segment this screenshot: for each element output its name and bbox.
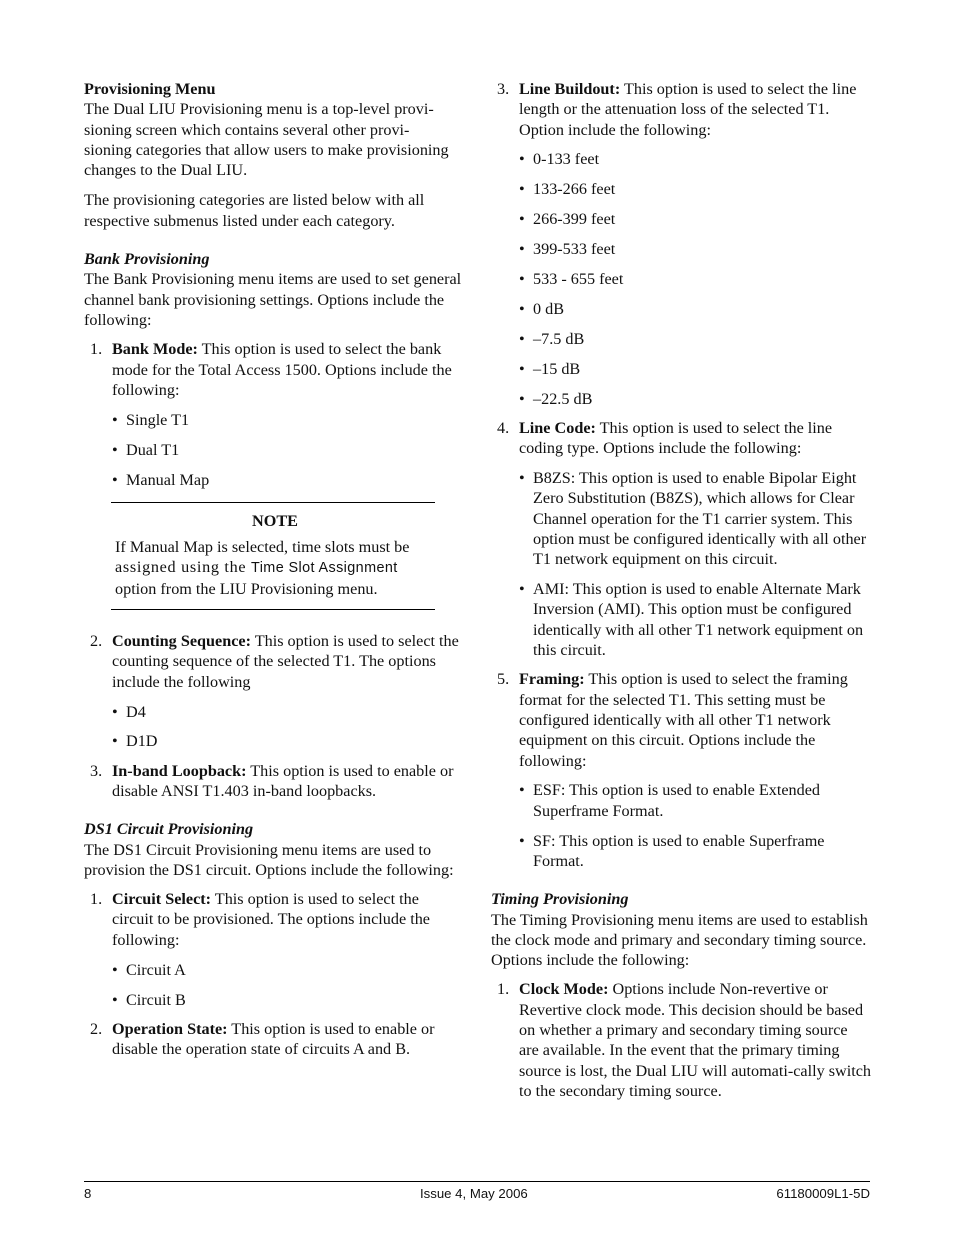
bullet-item [112,410,464,430]
item-number: 5. [497,670,510,689]
page-number: 8 [84,1186,92,1201]
item-label: Framing: [519,670,585,689]
item-text: Options include Non-revertive or Revertive clock mode. This decision should be based on whether a primary and secondary timing source are available. In the event that the primary timing source is lost, the Dual LIU will automati-cally switch to the secondary timing source. [519,980,871,1100]
note-line: option from the LIU Provisioning menu. [115,579,378,598]
document-number: 61180009L1-5D [776,1186,870,1201]
section-title: Provisioning Menu [84,80,216,98]
ds1-item-3 [491,79,871,140]
right-column [491,79,871,1101]
footer-rule [84,1181,870,1182]
bullet-item [112,702,464,722]
item-text: This option is used to select the bank mode for the Total Access 1500. Options include the following: [112,340,452,399]
note-box [111,502,435,610]
intro-line: sioning screen which contains several other provi- [84,120,410,139]
item-label: Bank Mode: [112,340,198,359]
timing-provisioning-title: Timing Provisioning [491,890,629,909]
item-number: 1. [90,890,103,909]
item-label: Circuit Select: [112,890,212,909]
note-line: assigned using the [115,558,252,577]
item-text: This option is used to select the line length or the attenuation loss of the selected T1. Option include the following: [519,80,857,139]
bullet-item [519,389,871,409]
item-text: This option is used to select the counting sequence of the selected T1. The options include the following [112,632,459,691]
option-text: 266-399 feet [533,210,616,229]
bullet-icon: • [519,180,525,199]
item-label: Operation State: [112,1019,228,1038]
note-title: NOTE [252,511,298,530]
option-text: 399-533 feet [533,240,616,259]
bullet-icon: • [519,389,525,408]
item-number: 1. [90,340,103,359]
bullet-icon: • [112,470,118,489]
note-text [115,537,435,599]
bullet-item [519,468,871,569]
ds1-provisioning-title: DS1 Circuit Provisioning [84,820,254,839]
option-text: ESF: This option is used to enable Extended Superframe Format. [533,781,821,820]
bullet-item [519,179,871,199]
item-label: Counting Sequence: [112,632,251,651]
issue-date: Issue 4, May 2006 [420,1186,528,1201]
intro-line: sioning categories that allow users to make provisioning [84,140,449,159]
bullet-item [519,209,871,229]
bullet-item [519,359,871,379]
bank-provisioning-title: Bank Provisioning [84,250,210,269]
option-text: D4 [126,702,146,721]
bullet-icon: • [112,990,118,1009]
bank-item-2 [84,631,464,692]
bullet-icon: • [112,410,118,429]
ds1-provisioning-text: The DS1 Circuit Provisioning menu items are used to provision the DS1 circuit. Options include the following: [84,840,454,879]
bullet-item [519,579,871,660]
bullet-icon: • [112,960,118,979]
option-text: Circuit B [126,990,186,1009]
option-text: Single T1 [126,410,190,429]
item-number: 1. [497,980,510,999]
bullet-item [112,470,464,490]
bullet-item [519,329,871,349]
item-text: This option is used to select the framing format for the selected T1. This setting must be configured identically with all other T1 network equipment on this circuit. Options include the following: [519,670,848,770]
bullet-icon: • [519,240,525,259]
bullet-item [112,960,464,980]
bullet-icon: • [112,702,118,721]
bullet-item [519,780,871,821]
option-text: Circuit A [126,960,186,979]
option-text: 533 - 655 feet [533,270,624,289]
note-line: If Manual Map is selected, time slots must be [115,538,410,557]
item-number: 2. [90,632,103,651]
bullet-icon: • [519,210,525,229]
ds1-item-1 [84,889,464,950]
bullet-icon: • [112,732,118,751]
bullet-item [519,299,871,319]
bullet-item [519,149,871,169]
option-text: D1D [126,732,158,751]
option-text: Dual T1 [126,440,180,459]
item-label: In-band Loopback: [112,761,247,780]
option-text: –15 dB [533,359,581,378]
bank-item-3 [84,761,464,802]
bullet-item [112,731,464,751]
bullet-icon: • [519,150,525,169]
item-text: This option is used to select the circuit to be provisioned. The options include the following: [112,890,430,949]
bullet-item [112,440,464,460]
item-text: This option is used to enable or disable the operation state of circuits A and B. [112,1019,435,1059]
bullet-item [519,831,871,872]
option-text: 133-266 feet [533,180,616,199]
bullet-icon: • [519,781,525,800]
item-label: Line Code: [519,418,596,437]
item-number: 2. [90,1019,103,1038]
bullet-icon: • [519,831,525,850]
item-text: This option is used to select the line coding type. Options include the following: [519,418,833,458]
intro-line: changes to the Dual LIU. [84,161,248,180]
item-number: 3. [90,761,103,780]
bullet-icon: • [112,440,118,459]
bullet-item [519,269,871,289]
bank-provisioning-text: The Bank Provisioning menu items are used to set general channel bank provisioning settings. Options include the following: [84,270,462,329]
option-text: 0-133 feet [533,150,600,169]
bullet-icon: • [519,469,525,488]
item-number: 4. [497,418,510,437]
item-label: Line Buildout: [519,80,621,98]
option-text: Manual Map [126,470,210,489]
ds1-item-5 [491,669,871,770]
option-text: AMI: This option is used to enable Alternate Mark Inversion (AMI). This option must be configured identically with all other T1 network equipment on this circuit. [533,580,864,660]
option-text: SF: This option is used to enable Superframe Format. [533,831,825,870]
bank-item-1 [84,339,464,400]
left-column [84,79,464,1059]
option-text: B8ZS: This option is used to enable Bipolar Eight Zero Substitution (B8ZS), which allows for Clear Channel operation for the T1 carrier system. This option must be configured identically with all other T1 network equipment on this circuit. [533,469,867,569]
item-label: Clock Mode: [519,980,609,999]
intro-paragraph [84,99,464,180]
ds1-item-2 [84,1019,464,1060]
categories-paragraph: The provisioning categories are listed below with all respective submenus listed under each category. [84,191,425,230]
option-text: –7.5 dB [533,329,585,348]
option-text: –22.5 dB [533,389,593,408]
intro-line: The Dual LIU Provisioning menu is a top-level provi- [84,100,434,119]
bullet-icon: • [519,299,525,318]
option-text: 0 dB [533,299,565,318]
bullet-icon: • [519,329,525,348]
bullet-item [519,239,871,259]
bullet-icon: • [519,359,525,378]
item-text: This option is used to enable or disable ANSI T1.403 in-band loopbacks. [112,761,454,800]
timing-item-1 [491,979,871,1101]
bullet-icon: • [519,270,525,289]
bullet-icon: • [519,580,525,599]
bullet-item [112,990,464,1010]
item-number: 3. [497,80,510,98]
menu-reference: Time Slot Assignment [251,560,398,577]
ds1-item-4 [491,418,871,459]
timing-provisioning-text: The Timing Provisioning menu items are used to establish the clock mode and primary and secondary timing source. Options include the following: [491,910,868,970]
